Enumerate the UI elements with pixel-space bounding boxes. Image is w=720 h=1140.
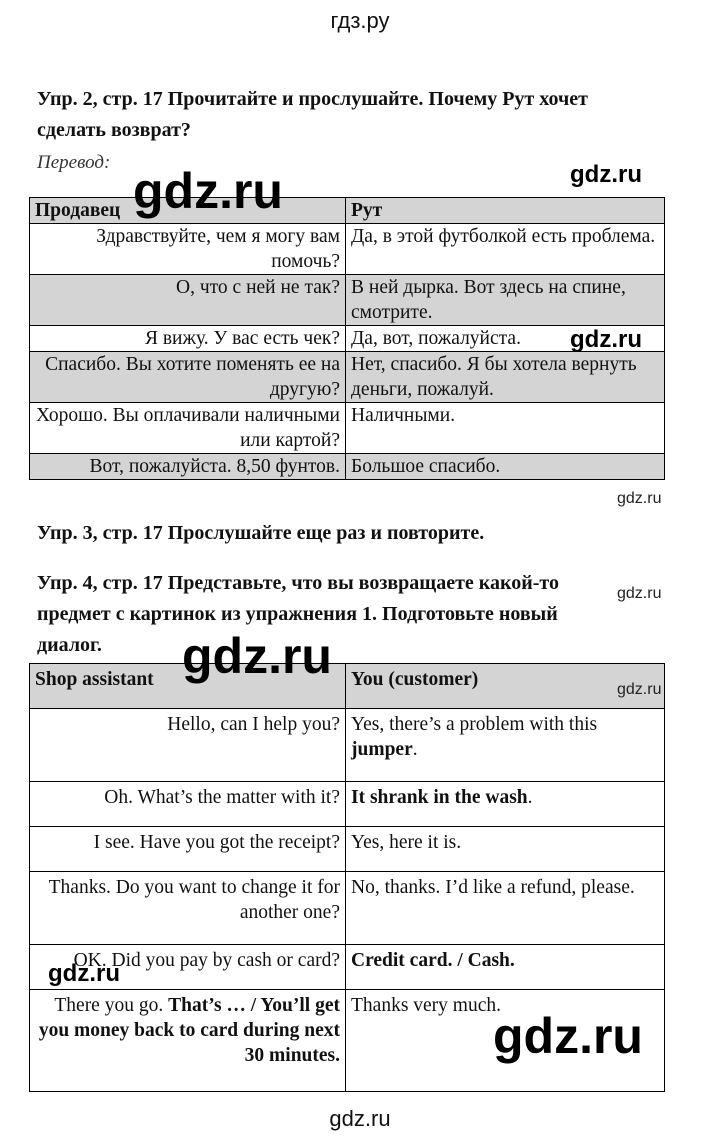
watermark-medium: gdz.ru bbox=[570, 161, 642, 188]
watermark-small: gdz.ru bbox=[617, 585, 662, 602]
customer-line: Yes, here it is. bbox=[346, 827, 665, 872]
ex3-title: Упр. 3, стр. 17 Прослушайте еще раз и повторите. bbox=[37, 522, 485, 544]
watermark-large: gdz.ru bbox=[182, 628, 332, 684]
watermark-medium: gdz.ru bbox=[570, 326, 642, 353]
assistant-line: Hello, can I help you? bbox=[30, 709, 346, 782]
header-customer: You (customer) bbox=[346, 664, 665, 709]
table-header-row bbox=[30, 664, 665, 709]
site-header: гдз.ру bbox=[330, 8, 390, 33]
ex2-title-line1: Упр. 2, стр. 17 Прочитайте и прослушайте. Почему Рут хочет bbox=[37, 88, 588, 110]
watermark-medium: gdz.ru bbox=[48, 960, 120, 987]
customer-line: Thanks very much. bbox=[346, 990, 665, 1092]
watermark-large: gdz.ru bbox=[493, 1008, 643, 1064]
ex2-subtitle: Перевод: bbox=[37, 152, 111, 173]
watermark-large: gdz.ru bbox=[133, 163, 283, 219]
customer-punct: . bbox=[527, 787, 533, 808]
assistant-line: О, что с ней не так? bbox=[30, 275, 346, 326]
assistant-line: Спасибо. Вы хотите поменять ее на другую? bbox=[30, 352, 346, 403]
table-row bbox=[30, 224, 665, 275]
customer-text: Yes, there’s a problem with this bbox=[351, 714, 598, 735]
ex2-title-line2: сделать возврат? bbox=[37, 119, 191, 141]
header-shop-assistant: Shop assistant bbox=[30, 664, 346, 709]
customer-line: Да, вот, пожалуйста. bbox=[346, 326, 665, 352]
customer-line bbox=[346, 945, 665, 990]
table-header-row bbox=[30, 198, 665, 224]
table-row bbox=[30, 403, 665, 454]
table-row bbox=[30, 454, 665, 480]
header-customer: Рут bbox=[346, 198, 665, 224]
ex4-title-line1: Упр. 4, стр. 17 Представьте, что вы возвращаете какой-то bbox=[37, 572, 559, 594]
customer-punct: . bbox=[412, 739, 418, 760]
customer-line: No, thanks. I’d like a refund, please. bbox=[346, 872, 665, 945]
table-row bbox=[30, 827, 665, 872]
customer-line: В ней дырка. Вот здесь на спине, смотрите. bbox=[346, 275, 665, 326]
assistant-line: Thanks. Do you want to change it for another one? bbox=[30, 872, 346, 945]
table-row bbox=[30, 275, 665, 326]
site-footer: gdz.ru bbox=[329, 1106, 391, 1131]
table-row bbox=[30, 782, 665, 827]
assistant-line bbox=[30, 990, 346, 1092]
customer-line: Большое спасибо. bbox=[346, 454, 665, 480]
customer-line bbox=[346, 709, 665, 782]
watermark-small: gdz.ru bbox=[617, 681, 662, 698]
table-row bbox=[30, 709, 665, 782]
table-row bbox=[30, 945, 665, 990]
assistant-line: Я вижу. У вас есть чек? bbox=[30, 326, 346, 352]
customer-line bbox=[346, 782, 665, 827]
header-shop-assistant: Продавец bbox=[30, 198, 346, 224]
watermark-small: gdz.ru bbox=[617, 490, 662, 507]
customer-item: jumper bbox=[351, 739, 413, 760]
table-row bbox=[30, 872, 665, 945]
customer-line: Нет, спасибо. Я бы хотела вернуть деньги, пожалуй. bbox=[346, 352, 665, 403]
customer-line: Наличными. bbox=[346, 403, 665, 454]
assistant-line: Вот, пожалуйста. 8,50 фунтов. bbox=[30, 454, 346, 480]
assistant-line: OK. Did you pay by cash or card? bbox=[30, 945, 346, 990]
ex4-title-line3: диалог. bbox=[37, 634, 102, 656]
assistant-text: There you go. bbox=[54, 995, 169, 1016]
assistant-line: Хорошо. Вы оплачивали наличными или картой? bbox=[30, 403, 346, 454]
customer-problem: It shrank in the wash bbox=[351, 787, 528, 808]
assistant-line: I see. Have you got the receipt? bbox=[30, 827, 346, 872]
assistant-line: Здравствуйте, чем я могу вам помочь? bbox=[30, 224, 346, 275]
assistant-line: Oh. What’s the matter with it? bbox=[30, 782, 346, 827]
ex4-title-line2: предмет с картинок из упражнения 1. Подготовьте новый bbox=[37, 603, 558, 625]
table-row bbox=[30, 352, 665, 403]
assistant-bold-text: That’s … / You’ll get you money back to card during next 30 minutes. bbox=[38, 995, 340, 1066]
customer-payment: Credit card. / Cash. bbox=[351, 950, 515, 971]
ex2-title bbox=[37, 84, 588, 146]
customer-line: Да, в этой футболкой есть проблема. bbox=[346, 224, 665, 275]
